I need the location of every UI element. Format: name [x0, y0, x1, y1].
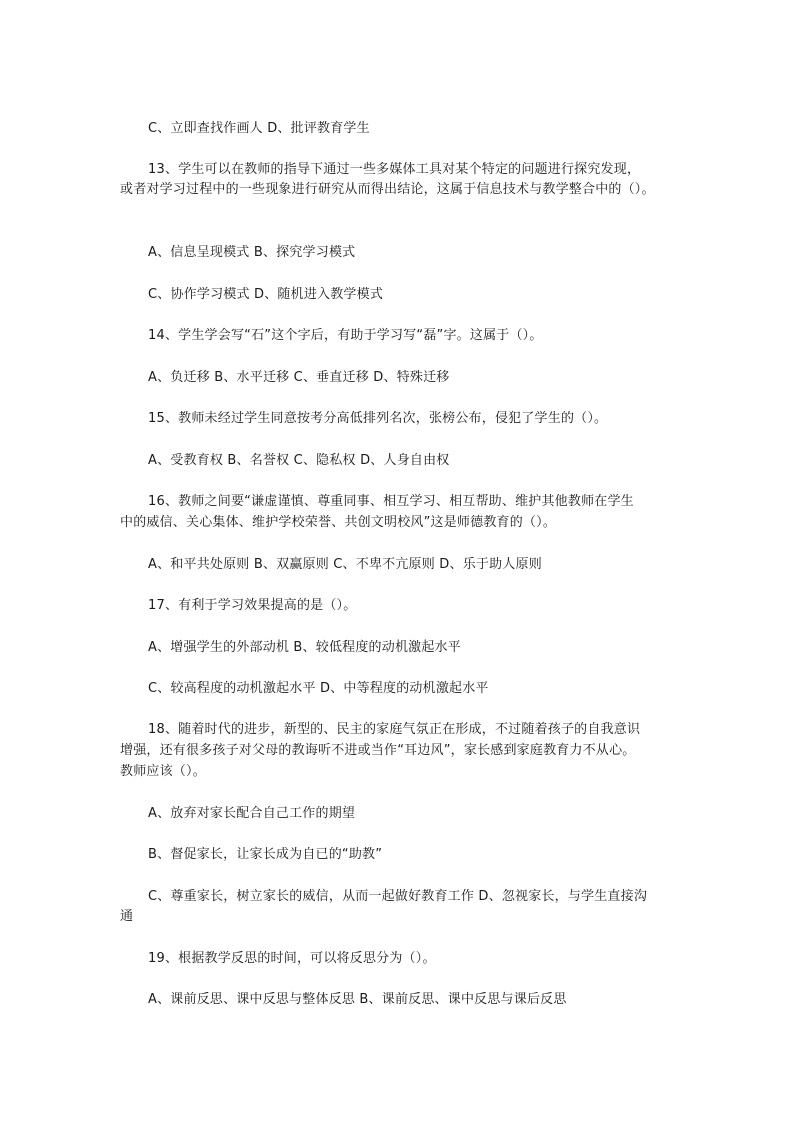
- question-17: 17、有利于学习效果提高的是（）。: [148, 598, 357, 613]
- question-18-option-cd-line-1: C、尊重家长，树立家长的威信，从而一起做好教育工作 D、忽视家长，与学生直接沟: [148, 889, 648, 904]
- question-18-line-2: 增强，还有很多孩子对父母的教诲听不进或当作“耳边风”，家长感到家庭教育力不从心。: [120, 743, 636, 758]
- question-14: 14、学生学会写“石”这个字后，有助于学习写“磊”字。这属于（）。: [148, 328, 543, 343]
- question-18-option-b: B、督促家长，让家长成为自已的“助教”: [148, 847, 383, 862]
- question-19-options-ab: A、课前反思、课中反思与整体反思 B、课前反思、课中反思与课后反思: [148, 992, 567, 1007]
- question-15-options: A、受教育权 B、名誉权 C、隐私权 D、人身自由权: [148, 453, 450, 468]
- text-line-c-option-q12: C、立即查找作画人 D、批评教育学生: [148, 121, 370, 136]
- question-13-line-2: 或者对学习过程中的一些现象进行研究从而得出结论，这属于信息技术与教学整合中的（）。: [120, 182, 655, 197]
- question-18-option-a: A、放弃对家长配合自己工作的期望: [148, 806, 356, 821]
- question-15: 15、教师未经过学生同意按考分高低排列名次，张榜公布，侵犯了学生的（）。: [148, 411, 608, 426]
- question-18-line-3: 教师应该（）。: [120, 764, 206, 779]
- question-13-line-1: 13、学生可以在教师的指导下通过一些多媒体工具对某个特定的问题进行探究发现，: [148, 162, 641, 177]
- question-16-line-1: 16、教师之间要“谦虚谨慎、尊重同事、相互学习、相互帮助、维护其他教师在学生: [148, 494, 634, 509]
- question-19: 19、根据教学反思的时间，可以将反思分为（）。: [148, 951, 436, 966]
- question-16-options: A、和平共处原则 B、双赢原则 C、不卑不亢原则 D、乐于助人原则: [148, 557, 542, 572]
- question-18-line-1: 18、随着时代的进步，新型的、民主的家庭气氛正在形成，不过随着孩子的自我意识: [148, 722, 641, 737]
- question-17-options-cd: C、较高程度的动机激起水平 D、中等程度的动机激起水平: [148, 681, 489, 696]
- question-16-line-2: 中的威信、关心集体、维护学校荣誉、共创文明校风”这是师德教育的（）。: [120, 515, 557, 530]
- question-18-option-cd-line-2: 通: [120, 909, 134, 924]
- question-14-options: A、负迁移 B、水平迁移 C、垂直迁移 D、特殊迁移: [148, 370, 450, 385]
- question-17-options-ab: A、增强学生的外部动机 B、较低程度的动机激起水平: [148, 640, 461, 655]
- question-13-options-cd: C、协作学习模式 D、随机进入教学模式: [148, 287, 384, 302]
- question-13-options-ab: A、信息呈现模式 B、探究学习模式: [148, 245, 356, 260]
